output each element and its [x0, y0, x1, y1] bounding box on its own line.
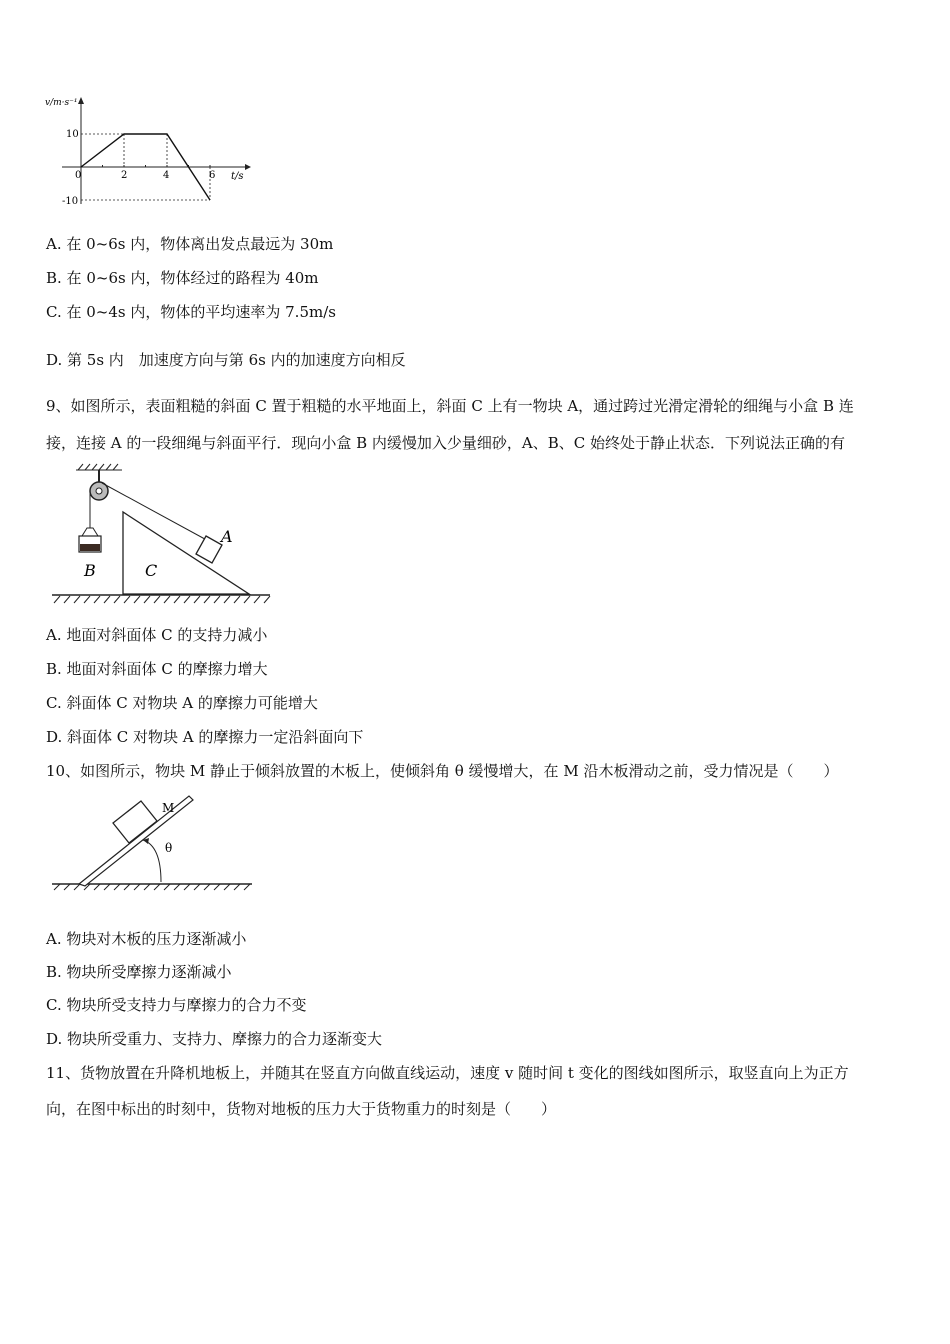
y-tick-neg10: -10: [62, 196, 79, 207]
block-a: [196, 536, 222, 563]
ground-hatching: [54, 596, 270, 603]
angle-arc: [143, 840, 161, 882]
x-axis-arrow: [245, 164, 251, 170]
q8-option-a: A. 在 0~6s 内，物体离出发点最远为 30m: [46, 235, 334, 253]
q8-option-b: B. 在 0~6s 内，物体经过的路程为 40m: [46, 269, 319, 287]
label-a: A: [221, 527, 233, 546]
q11-stem-line2: 向，在图中标出的时刻中，货物对地板的压力大于货物重力的时刻是（ ）: [46, 1100, 557, 1118]
vt-chart: [40, 92, 260, 210]
x-tick-6: 6: [209, 170, 216, 181]
q10-stem: 10、如图所示，物块 M 静止于倾斜放置的木板上，使倾斜角 θ 缓慢增大，在 M 沿木板滑动之前，受力情况是（ ）: [46, 762, 839, 780]
box-b-lid: [82, 528, 98, 536]
label-theta: θ: [165, 841, 173, 855]
q8-option-d: D. 第 5s 内 加速度方向与第 6s 内的加速度方向相反: [46, 351, 406, 369]
q9-option-c: C. 斜面体 C 对物块 A 的摩擦力可能增大: [46, 694, 318, 712]
q10-option-a: A. 物块对木板的压力逐渐减小: [46, 930, 247, 948]
tilted-board-figure: [48, 790, 258, 900]
q9-stem-line2: 接，连接 A 的一段细绳与斜面平行．现向小盒 B 内缓慢加入少量细砂，A、B、C 始终处于静止状态．下列说法正确的有: [46, 434, 846, 452]
label-b: B: [84, 561, 96, 580]
x-tick-4: 4: [163, 170, 170, 181]
q10-option-b: B. 物块所受摩擦力逐渐减小: [46, 963, 232, 981]
label-m: M: [162, 801, 175, 815]
box-b-sand: [80, 544, 100, 551]
pulley-axle: [96, 488, 102, 494]
x-tick-2: 2: [121, 170, 128, 181]
q8-option-c: C. 在 0~4s 内，物体的平均速率为 7.5m/s: [46, 303, 336, 321]
y-axis-arrow: [78, 97, 84, 104]
x-axis-label: t/s: [231, 171, 244, 182]
y-axis-label: v/m·s⁻¹: [45, 98, 78, 108]
block-m: [113, 801, 157, 843]
q10-option-c: C. 物块所受支持力与摩擦力的合力不变: [46, 996, 307, 1014]
label-c: C: [145, 561, 158, 580]
q9-option-d: D. 斜面体 C 对物块 A 的摩擦力一定沿斜面向下: [46, 728, 364, 746]
incline-c: [123, 512, 249, 594]
y-tick-10: 10: [66, 129, 79, 140]
chart-axes: [62, 97, 251, 204]
q9-stem-line1: 9、如图所示，表面粗糙的斜面 C 置于粗糙的水平地面上，斜面 C 上有一物块 A，通过跨过光滑定滑轮的细绳与小盒 B 连: [46, 397, 854, 415]
q9-option-a: A. 地面对斜面体 C 的支持力减小: [46, 626, 268, 644]
q10-option-d: D. 物块所受重力、支持力、摩擦力的合力逐渐变大: [46, 1030, 383, 1048]
ceiling-hatching: [76, 464, 122, 470]
x-tick-0: 0: [75, 170, 82, 181]
incline-pulley-figure: [44, 462, 279, 610]
q9-option-b: B. 地面对斜面体 C 的摩擦力增大: [46, 660, 268, 678]
q11-stem-line1: 11、货物放置在升降机地板上，并随其在竖直方向做直线运动，速度 v 随时间 t 变化的图线如图所示，取竖直向上为正方: [46, 1064, 849, 1082]
